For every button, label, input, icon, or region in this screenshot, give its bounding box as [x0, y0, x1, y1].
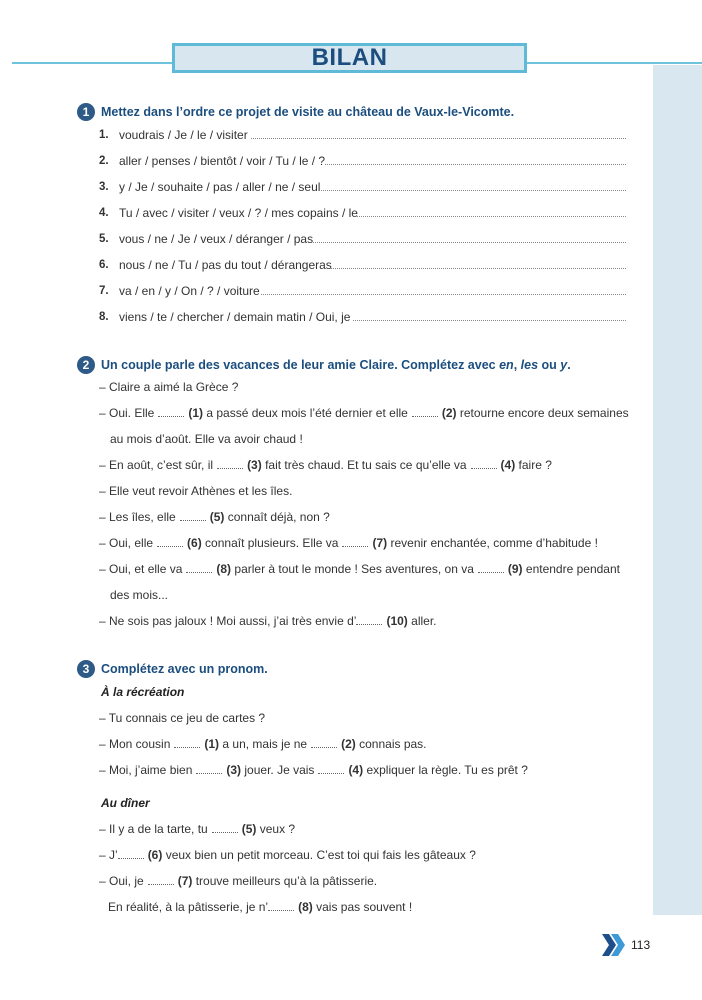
- dialogue-line: – Oui. Elle (1) a passé deux mois l’été dernier et elle (2) retourne encore deux semaines: [99, 406, 629, 420]
- dialogue-line: – Moi, j’aime bien (3) jouer. Je vais (4) expliquer la règle. Tu es prêt ?: [99, 763, 528, 777]
- dialogue-line: – Oui, je (7) trouve meilleurs qu’à la pâtisserie.: [99, 874, 378, 888]
- dialogue-line: des mois...: [110, 588, 169, 602]
- right-sidebar-band: [653, 65, 702, 915]
- header-rule-right: [525, 62, 702, 64]
- dialogue-line: – Elle veut revoir Athènes et les îles.: [99, 484, 293, 498]
- blank-field[interactable]: [217, 468, 243, 469]
- answer-line[interactable]: [321, 190, 626, 191]
- blank-field[interactable]: [157, 546, 183, 547]
- page-title: BILAN: [311, 44, 388, 71]
- section-3-title: Complétez avec un pronom.: [101, 662, 268, 676]
- dialogue-line: – Oui, elle (6) connaît plusieurs. Elle va (7) revenir enchantée, comme d’habitude !: [99, 536, 598, 550]
- page-number: 113: [631, 938, 651, 952]
- item-text: viens / te / chercher / demain matin / Oui, je: [119, 310, 351, 324]
- item-number: 2.: [99, 155, 109, 167]
- blank-field[interactable]: [318, 773, 344, 774]
- blank-field[interactable]: [196, 773, 222, 774]
- item-text: vous / ne / Je / veux / déranger / pas: [119, 232, 314, 246]
- answer-line[interactable]: [357, 216, 626, 217]
- section-2-heading: [77, 356, 571, 374]
- blank-field[interactable]: [174, 747, 200, 748]
- dialogue-line: au mois d’août. Elle va avoir chaud !: [110, 432, 303, 446]
- dialogue-line: En réalité, à la pâtisserie, je n’ (8) vais pas souvent !: [108, 900, 413, 914]
- section-1-title: Mettez dans l’ordre ce projet de visite au château de Vaux-le-Vicomte.: [101, 105, 515, 119]
- dialogue-line: – Oui, et elle va (8) parler à tout le monde ! Ses aventures, on va (9) entendre pendant: [99, 562, 620, 576]
- blank-field[interactable]: [268, 910, 294, 911]
- item-number: 3.: [99, 181, 109, 193]
- blank-field[interactable]: [180, 520, 206, 521]
- section-3-heading: [77, 660, 268, 678]
- blank-field[interactable]: [148, 884, 174, 885]
- dialogue-line: – Il y a de la tarte, tu (5) veux ?: [99, 822, 296, 836]
- item-number: 8.: [99, 311, 109, 323]
- item-text: y / Je / souhaite / pas / aller / ne / seul: [119, 180, 321, 194]
- section-1-heading: [77, 103, 514, 121]
- item-text: Tu / avec / visiter / veux / ? / mes copains / le: [119, 206, 358, 220]
- blank-field[interactable]: [412, 416, 438, 417]
- section-1-number: 1: [77, 103, 95, 121]
- item-text: nous / ne / Tu / pas du tout / dérangeras: [119, 258, 332, 272]
- section-2-title: Un couple parle des vacances de leur amie Claire. Complétez avec en, les ou y.: [101, 358, 571, 372]
- dialogue-line: – Mon cousin (1) a un, mais je ne (2) connais pas.: [99, 737, 427, 751]
- answer-line[interactable]: [331, 268, 626, 269]
- dialogue-line: – Ne sois pas jaloux ! Moi aussi, j’ai très envie d’ (10) aller.: [99, 614, 437, 628]
- section-2-number: 2: [77, 356, 95, 374]
- blank-field[interactable]: [212, 832, 238, 833]
- blank-field[interactable]: [478, 572, 504, 573]
- page-title-box: [172, 43, 527, 73]
- header-rule-left: [12, 62, 174, 64]
- blank-field[interactable]: [118, 858, 144, 859]
- item-number: 6.: [99, 259, 109, 271]
- item-text: va / en / y / On / ? / voiture: [119, 284, 260, 298]
- blank-field[interactable]: [471, 468, 497, 469]
- item-text: aller / penses / bientôt / voir / Tu / le / ?: [119, 154, 326, 168]
- item-number: 1.: [99, 129, 109, 141]
- answer-line[interactable]: [251, 138, 626, 139]
- item-text: voudrais / Je / le / visiter: [119, 128, 248, 142]
- blank-field[interactable]: [342, 546, 368, 547]
- section-3-number: 3: [77, 660, 95, 678]
- blank-field[interactable]: [356, 624, 382, 625]
- item-number: 5.: [99, 233, 109, 245]
- dialogue-line: – J’ (6) veux bien un petit morceau. C’est toi qui fais les gâteaux ?: [99, 848, 476, 862]
- dialogue-line: – Tu connais ce jeu de cartes ?: [99, 711, 266, 725]
- item-number: 4.: [99, 207, 109, 219]
- blank-field[interactable]: [311, 747, 337, 748]
- subheading-recreation: À la récréation: [101, 685, 185, 699]
- subheading-diner: Au dîner: [101, 796, 150, 810]
- dialogue-line: – Les îles, elle (5) connaît déjà, non ?: [99, 510, 330, 524]
- answer-line[interactable]: [261, 294, 626, 295]
- answer-line[interactable]: [313, 242, 626, 243]
- blank-field[interactable]: [186, 572, 212, 573]
- dialogue-line: – En août, c’est sûr, il (3) fait très chaud. Et tu sais ce qu’elle va (4) faire ?: [99, 458, 552, 472]
- dialogue-line: – Claire a aimé la Grèce ?: [99, 380, 239, 394]
- double-chevron-icon: [602, 934, 626, 956]
- item-number: 7.: [99, 285, 109, 297]
- answer-line[interactable]: [353, 320, 626, 321]
- answer-line[interactable]: [325, 164, 626, 165]
- blank-field[interactable]: [158, 416, 184, 417]
